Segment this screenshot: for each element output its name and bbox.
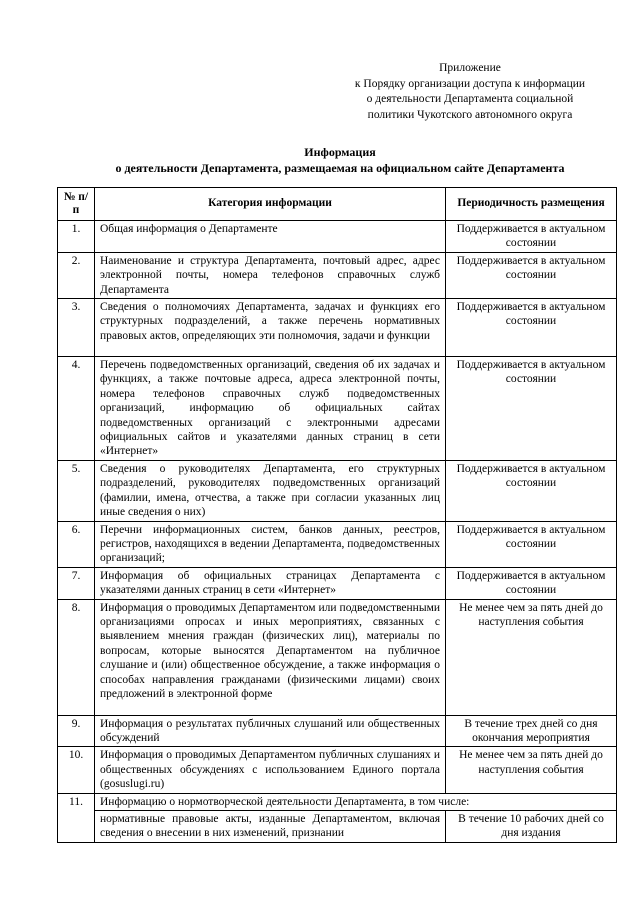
appendix-line: Приложение (439, 62, 501, 74)
row-period: Поддерживается в актуальном состоянии (446, 221, 617, 253)
table-header-row (58, 188, 617, 221)
row-period: Поддерживается в актуальном состоянии (446, 521, 617, 567)
table-row (58, 357, 617, 461)
table-row (58, 521, 617, 567)
row-num: 1. (58, 221, 95, 253)
appendix-line: о деятельности Департамента социальной (366, 93, 574, 105)
row-period: Поддерживается в актуальном состоянии (446, 252, 617, 298)
document-title (40, 144, 640, 176)
row-num: 10. (58, 747, 95, 793)
row-period: В течение трех дней со дня окончания мероприятия (446, 715, 617, 747)
row-category: Сведения о руководителях Департамента, его структурных подразделений, руководителях подведомственных организаций (фамилии, имена, отчества, а также при согласии указанных лиц иные сведения о них) (95, 460, 446, 521)
row-category: Информация об официальных страницах Департамента с указателями данных страниц в сети «Интернет» (95, 567, 446, 599)
row-num: 8. (58, 599, 95, 715)
row-period: Не менее чем за пять дней до наступления события (446, 599, 617, 715)
table-row (58, 599, 617, 715)
row-period: Поддерживается в актуальном состоянии (446, 567, 617, 599)
row-category: Перечень подведомственных организаций, сведения об их задачах и функциях, а также почтовые адреса, адреса электронной почты, номера телефонов справочных служб подведомственных организаций, информацию об официальных сайтах подведомственных организаций с электронными адресами официальных сайтов и указателями данных страниц в сети «Интернет» (95, 357, 446, 461)
table-row (58, 747, 617, 793)
information-table (57, 187, 617, 843)
table-row (58, 793, 617, 810)
table-subrow (58, 810, 617, 842)
row-category: Перечни информационных систем, банков данных, реестров, регистров, находящихся в ведении Департамента, подведомственных организаций; (95, 521, 446, 567)
title-line: Информация (304, 145, 376, 159)
table-row (58, 460, 617, 521)
row-num: 6. (58, 521, 95, 567)
row-category: Сведения о полномочиях Департамента, задачах и функциях его структурных подразделений, а также перечень нормативных правовых актов, определяющих эти полномочия, задачи и функции (95, 299, 446, 357)
header-category: Категория информации (95, 188, 446, 221)
row-period: Поддерживается в актуальном состоянии (446, 357, 617, 461)
row-category: Общая информация о Департаменте (95, 221, 446, 253)
row-category: Информация о проводимых Департаментом или подведомственными организациями опросах и иных мероприятиях, связанных с выявлением мнения граждан (физических лиц), материалы по вопросам, которые выносятся Департаментом на публичное слушание и (или) общественное обсуждение, а также информация о способах направления гражданами (физическими лицами) своих предложений в электронной форме (95, 599, 446, 715)
row-num: 5. (58, 460, 95, 521)
appendix-header (300, 61, 640, 123)
row-period: Поддерживается в актуальном состоянии (446, 299, 617, 357)
row-num: 4. (58, 357, 95, 461)
appendix-line: к Порядку организации доступа к информации (354, 77, 586, 90)
table-row (58, 715, 617, 747)
row-period: В течение 10 рабочих дней со дня издания (446, 810, 617, 842)
appendix-line: политики Чукотского автономного округа (367, 108, 573, 121)
row-category: нормативные правовые акты, изданные Департаментом, включая сведения о внесении в них изменений, признании (95, 810, 446, 842)
header-num: № п/п (58, 188, 95, 221)
table-row (58, 252, 617, 298)
row-period: Поддерживается в актуальном состоянии (446, 460, 617, 521)
row-category: Информация о результатах публичных слушаний или общественных обсуждений (95, 715, 446, 747)
table-row (58, 299, 617, 357)
header-period: Периодичность размещения (446, 188, 617, 221)
row-num: 7. (58, 567, 95, 599)
title-line: о деятельности Департамента, размещаемая на официальном сайте Департамента (115, 161, 565, 175)
table-row (58, 567, 617, 599)
row-num: 3. (58, 299, 95, 357)
row-num: 11. (58, 793, 95, 842)
row-period: Не менее чем за пять дней до наступления события (446, 747, 617, 793)
row-num: 2. (58, 252, 95, 298)
table-row (58, 221, 617, 253)
row-category: Наименование и структура Департамента, почтовый адрес, адрес электронной почты, номера телефонов справочных служб Департамента (95, 252, 446, 298)
row-category: Информацию о нормотворческой деятельности Департамента, в том числе: (95, 793, 617, 810)
row-category: Информация о проводимых Департаментом публичных слушаниях и общественных обсуждениях с использованием Единого портала (gosuslugi.ru) (95, 747, 446, 793)
row-num: 9. (58, 715, 95, 747)
